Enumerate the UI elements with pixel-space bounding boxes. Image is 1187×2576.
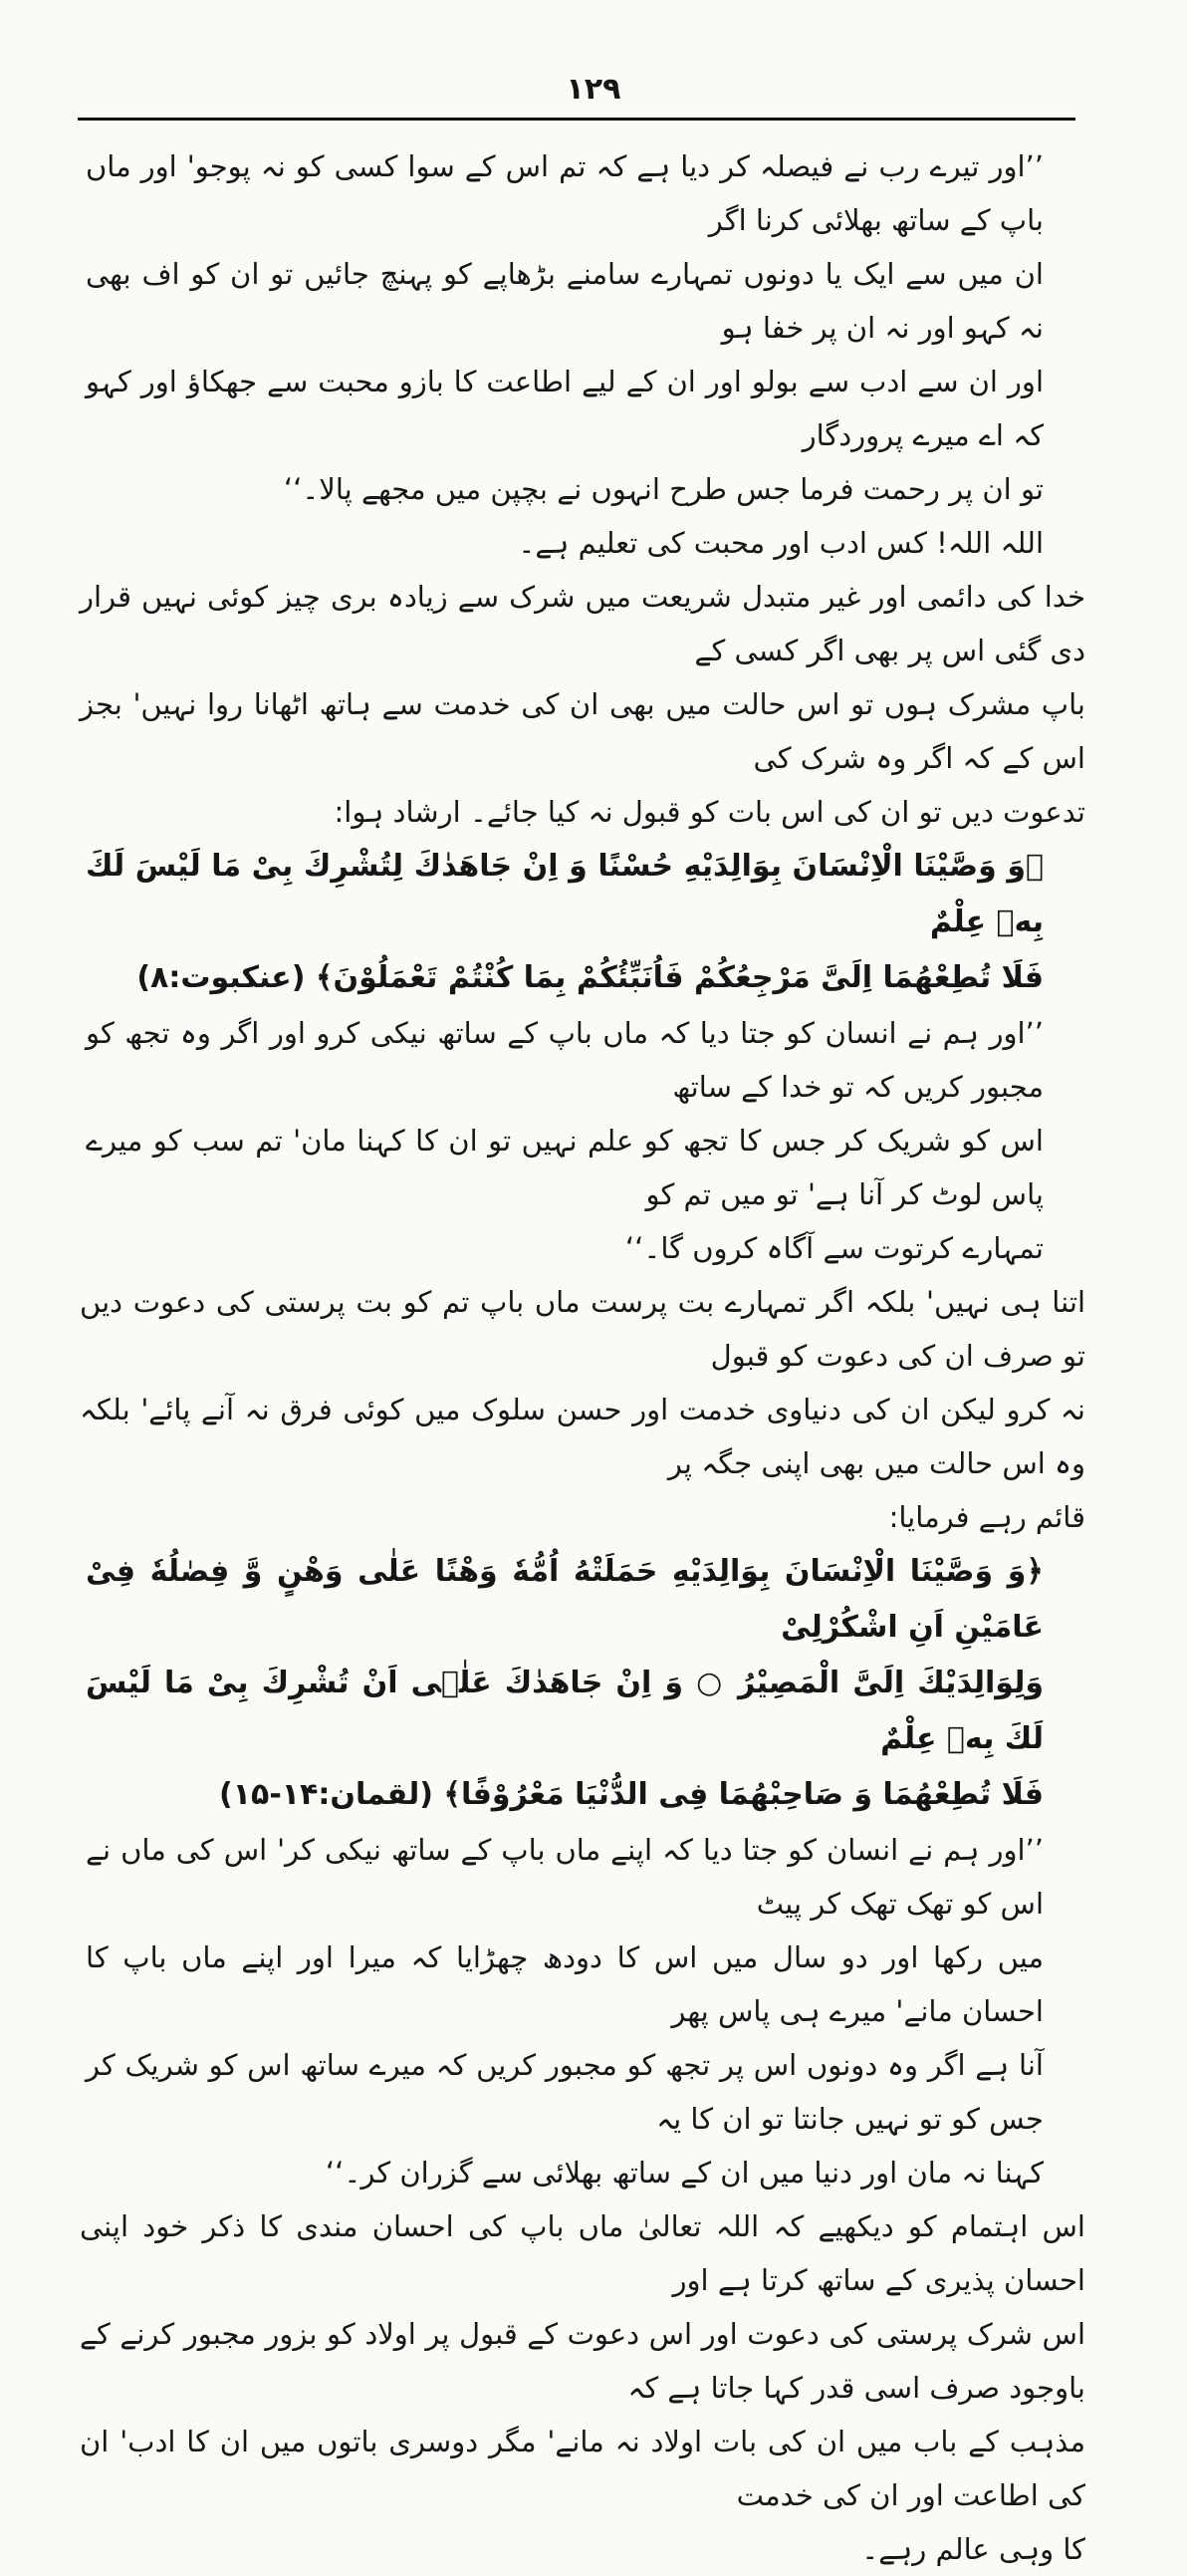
text-line: کا وہی عالم رہے۔ (861, 2532, 1085, 2566)
text-line: ’’اور تیرے رب نے فیصلہ کر دیا ہے کہ تم اس کے سوا کسی کو نہ پوجو' اور ماں باپ کے ساتھ بھلائی کرنا اگر (86, 149, 1044, 237)
text-line: تمہارے کرتوت سے آگاہ کروں گا۔‘‘ (624, 1231, 1044, 1265)
text-line: اور ان سے ادب سے بولو اور ان کے لیے اطاعت کا بازو محبت سے جھکاؤ اور کہو کہ اے میرے پروردگار (86, 365, 1044, 452)
quoted-translation (80, 1823, 1085, 2199)
text-line: قائم رہے فرمایا: (888, 1500, 1085, 1534)
quoted-translation (80, 139, 1085, 516)
exclamation-line (80, 516, 1085, 570)
text-line: اتنا ہی نہیں' بلکہ اگر تمہارے بت پرست ماں باپ تم کو بت پرستی کی دعوت دیں تو صرف ان کی دعوت کو قبول (80, 1285, 1085, 1373)
paragraph (80, 570, 1085, 839)
quran-verse (80, 839, 1085, 1006)
text-line: تدعوت دیں تو ان کی اس بات کو قبول نہ کیا جائے۔ ارشاد ہوا: (334, 795, 1085, 829)
page-body (80, 139, 1085, 2576)
text-line: اس شرک پرستی کی دعوت اور اس دعوت کے قبول پر اولاد کو بزور مجبور کرنے کے باوجود صرف اسی قدر کہا جاتا ہے کہ (80, 2317, 1085, 2405)
text-line: ﴿وَ وَصَّیْنَا الْاِنْسَانَ بِوَالِدَیْهِ حَمَلَتْهُ اُمُّهٗ وَهْنًا عَلٰی وَهْنٍ وَّ فِصٰلُهٗ فِیْ عَامَیْنِ اَنِ اشْكُرْلِیْ (86, 1554, 1044, 1645)
text-line: ’’اور ہم نے انسان کو جتا دیا کہ ماں باپ کے ساتھ نیکی کرو اور اگر وہ تجھ کو مجبور کریں کہ تو خدا کے ساتھ (86, 1016, 1044, 1104)
quoted-translation (80, 1006, 1085, 1275)
page-number: ۱۲۹ (566, 72, 621, 107)
text-line: مذہب کے باب میں ان کی بات اولاد نہ مانے' مگر دوسری باتوں میں ان کا ادب' ان کی اطاعت اور ان کی خدمت (80, 2425, 1085, 2512)
text-line: فَلَا تُطِعْهُمَا وَ صَاحِبْهُمَا فِی الدُّنْیَا مَعْرُوْفًا﴾ (لقمان:۱۴-۱۵) (218, 1777, 1044, 1812)
paragraph (80, 1275, 1085, 1544)
text-line: تو ان پر رحمت فرما جس طرح انہوں نے بچپن میں مجھے پالا۔‘‘ (283, 472, 1044, 506)
text-line: اللہ اللہ! کس ادب اور محبت کی تعلیم ہے۔ (518, 526, 1044, 560)
text-line: ’’اور ہم نے انسان کو جتا دیا کہ اپنے ماں باپ کے ساتھ نیکی کر' اس کی ماں نے اس کو تھک تھک کر پیٹ (86, 1833, 1044, 1921)
text-line: میں رکھا اور دو سال میں اس کا دودھ چھڑایا کہ میرا اور اپنے ماں باپ کا احسان مانے' میرے ہی پاس پھر (86, 1940, 1044, 2028)
text-line: وَلِوَالِدَیْكَ اِلَیَّ الْمَصِیْرُ ○ وَ اِنْ جَاهَدٰكَ عَلٰۤی اَنْ تُشْرِكَ بِیْ مَا لَیْسَ لَكَ بِهٖ عِلْمٌ (86, 1666, 1044, 1756)
paragraph (80, 2199, 1085, 2576)
text-line: خدا کی دائمی اور غیر متبدل شریعت میں شرک سے زیادہ بری چیز کوئی نہیں قرار دی گئی اس پر بھی اگر کسی کے (80, 580, 1085, 667)
text-line: ان میں سے ایک یا دونوں تمہارے سامنے بڑھاپے کو پہنچ جائیں تو ان کو اف بھی نہ کہو اور نہ ان پر خفا ہو (86, 257, 1044, 345)
text-line: فَلَا تُطِعْهُمَا اِلَیَّ مَرْجِعُكُمْ فَاُنَبِّئُكُمْ بِمَا كُنْتُمْ تَعْمَلُوْنَ﴾ (عنکبوت:۸) (136, 960, 1044, 995)
header-rule (78, 118, 1075, 121)
text-line: نہ کرو لیکن ان کی دنیاوی خدمت اور حسن سلوک میں کوئی فرق نہ آنے پائے' بلکہ وہ اس حالت میں بھی اپنی جگہ پر (80, 1393, 1085, 1480)
text-line: اس کو شریک کر جس کا تجھ کو علم نہیں تو ان کا کہنا مان' تم سب کو میرے پاس لوٹ کر آنا ہے' تو میں تم کو (86, 1124, 1044, 1211)
text-line: آنا ہے اگر وہ دونوں اس پر تجھ کو مجبور کریں کہ میرے ساتھ اس کو شریک کر جس کو تو نہیں جانتا تو ان کا یہ (86, 2048, 1044, 2136)
quran-verse (80, 1544, 1085, 1823)
text-line: ﴿وَ وَصَّیْنَا الْاِنْسَانَ بِوَالِدَیْهِ حُسْنًا وَ اِنْ جَاهَدٰكَ لِتُشْرِكَ بِیْ مَا لَیْسَ لَكَ بِهٖ عِلْمٌ (86, 849, 1044, 939)
text-line: کہنا نہ مان اور دنیا میں ان کے ساتھ بھلائی سے گزران کر۔‘‘ (325, 2156, 1044, 2190)
text-line: باپ مشرک ہوں تو اس حالت میں بھی ان کی خدمت سے ہاتھ اٹھانا روا نہیں' بجز اس کے کہ اگر وہ شرک کی (80, 687, 1085, 775)
text-line: اس اہتمام کو دیکھیے کہ اللہ تعالیٰ ماں باپ کی احسان مندی کا ذکر خود اپنی احسان پذیری کے ساتھ کرتا ہے اور (80, 2209, 1085, 2297)
